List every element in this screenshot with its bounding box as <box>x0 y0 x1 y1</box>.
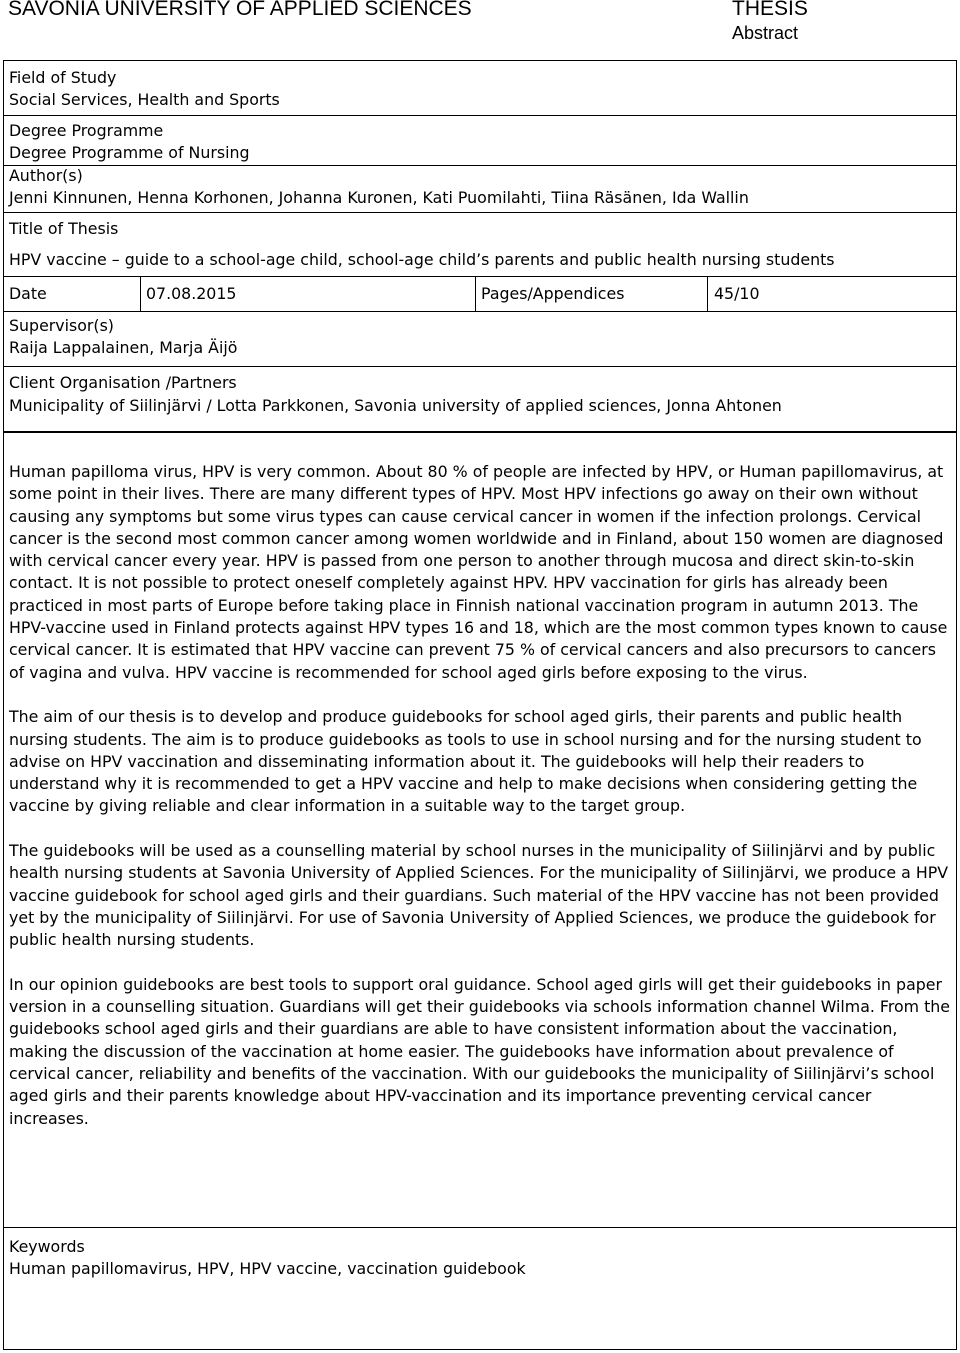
field-of-study-value: Social Services, Health and Sports <box>9 90 280 109</box>
pages-label: Pages/Appendices <box>481 284 625 303</box>
divider <box>3 311 957 312</box>
divider <box>3 165 957 166</box>
divider <box>140 276 141 311</box>
client-label: Client Organisation /Partners <box>9 373 237 392</box>
thesis-title-label: Title of Thesis <box>9 219 119 238</box>
degree-programme-label: Degree Programme <box>9 121 164 140</box>
pages-value: 45/10 <box>714 284 760 303</box>
keywords-box <box>3 1227 957 1350</box>
date-value: 07.08.2015 <box>146 284 237 303</box>
date-label: Date <box>9 284 47 303</box>
authors-value: Jenni Kinnunen, Henna Korhonen, Johanna Kuronen, Kati Puomilahti, Tiina Räsänen, Ida Wallin <box>9 188 749 207</box>
abstract-paragraph: In our opinion guidebooks are best tools to support oral guidance. School aged girls will get their guidebooks in paper version in a counselling situation. Guardians will get their guidebooks via schools information channel Wilma. From the guidebooks school aged girls and their guardians are able to have consistent information about the vaccination, making the discussion of the vaccination at home easier. The guidebooks have information about prevalence of cervical cancer, reliability and benefits of the vaccination. With our guidebooks the municipality of Siilinjärvi’s school aged girls and their parents knowledge about HPV-vaccination and its importance preventing cervical cancer increases. <box>9 974 951 1128</box>
divider <box>3 212 957 213</box>
keywords-label: Keywords <box>9 1237 85 1256</box>
university-name: SAVONIA UNIVERSITY OF APPLIED SCIENCES <box>8 0 472 20</box>
abstract-paragraph: The guidebooks will be used as a counselling material by school nurses in the municipality of Siilinjärvi and by public health nursing students at Savonia University of Applied Sciences. For the municipality of Siilinjärvi, we produce a HPV vaccine guidebook for school aged girls and their guardians. Such material of the HPV vaccine has not been provided yet by the municipality of Siilinjärvi. For use of Savonia University of Applied Sciences, we produce the guidebook for public health nursing students. <box>9 841 949 950</box>
supervisors-label: Supervisor(s) <box>9 316 114 335</box>
keywords-value: Human papillomavirus, HPV, HPV vaccine, vaccination guidebook <box>9 1259 526 1278</box>
divider <box>3 276 957 277</box>
client-value: Municipality of Siilinjärvi / Lotta Parkkonen, Savonia university of applied sciences, Jonna Ahtonen <box>9 396 782 415</box>
abstract-paragraph: The aim of our thesis is to develop and produce guidebooks for school aged girls, their parents and public health nursing students. The aim is to produce guidebooks as tools to use in school nursing and for the nursing student to advise on HPV vaccination and disseminating information about it. The guidebooks will help their readers to understand why it is recommended to get a HPV vaccine and help to make decisions when considering getting the vaccine by giving reliable and clear information in a suitable way to the target group. <box>9 707 922 816</box>
divider <box>3 115 957 116</box>
supervisors-value: Raija Lappalainen, Marja Äijö <box>9 338 238 357</box>
thesis-title-value: HPV vaccine – guide to a school-age child, school-age child’s parents and public health nursing students <box>9 250 835 269</box>
abstract-paragraph: Human papilloma virus, HPV is very common. About 80 % of people are infected by HPV, or Human papillomavirus, at some point in their lives. There are many different types of HPV. Most HPV infections go away on their own without causing any symptoms but some virus types can cause cervical cancer in women if the infection prolongs. Cervical cancer is the second most common cancer among women worldwide and in Finland, about 150 women are diagnosed with cervical cancer every year. HPV is passed from one person to another through mucosa and direct skin-to-skin contact. It is not possible to protect oneself completely against HPV. HPV vaccination for girls has already been practiced in most parts of Europe before taking place in Finnish national vaccination program in autumn 2013. The HPV-vaccine used in Finland protects against HPV types 16 and 18, which are the most common types known to cause cervical cancer. It is estimated that HPV vaccine can prevent 75 % of cervical cancers and also precursors to cancers of vagina and vulva. HPV vaccine is recommended for school aged girls before exposing to the virus. <box>9 462 948 682</box>
divider <box>475 276 476 311</box>
degree-programme-value: Degree Programme of Nursing <box>9 143 250 162</box>
authors-label: Author(s) <box>9 166 83 185</box>
document-type: THESIS <box>732 0 808 20</box>
field-of-study-label: Field of Study <box>9 68 117 87</box>
document-subtype: Abstract <box>732 23 799 43</box>
divider <box>3 366 957 367</box>
abstract-text <box>9 461 954 1152</box>
divider <box>707 276 708 311</box>
